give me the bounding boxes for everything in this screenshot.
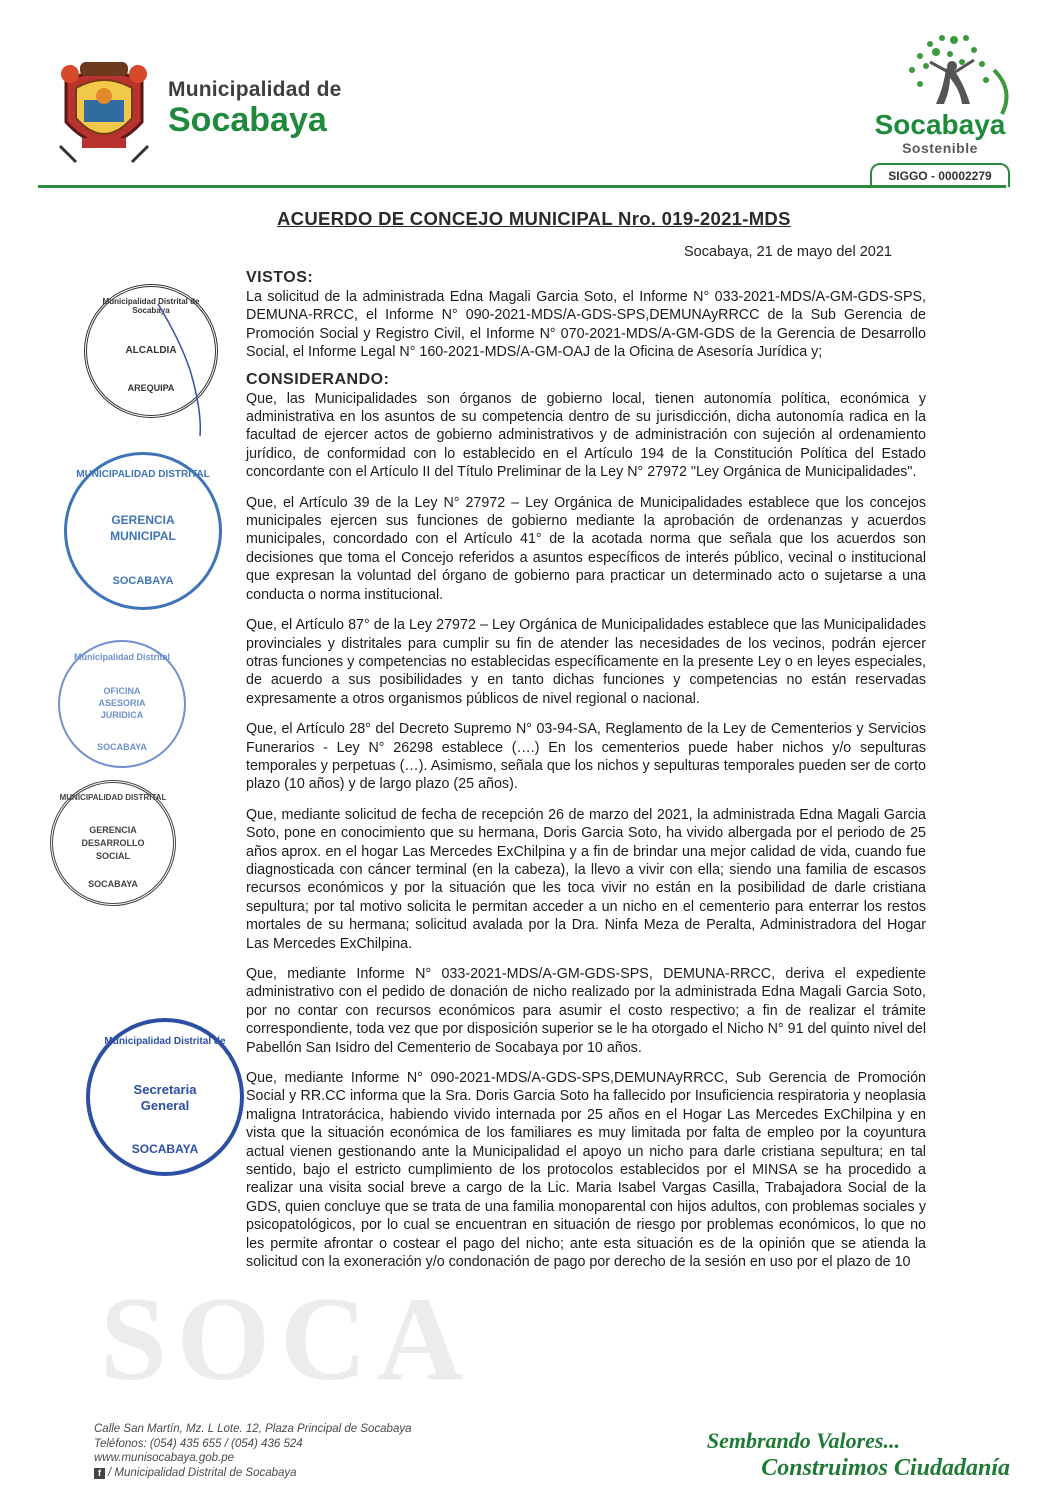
footer-slogan [707, 1428, 1010, 1482]
document-date: Socabaya, 21 de mayo del 2021 [684, 244, 892, 260]
brand-line-2: Socabaya [168, 101, 327, 139]
stamp-oa-top: Municipalidad Distrital [73, 652, 170, 662]
stamp-gerencia-desarrollo [50, 780, 176, 906]
stamp-oa-center1: OFICINA [103, 686, 141, 696]
considerando-paragraph-5: Que, mediante solicitud de fecha de recepción 26 de marzo del 2021, la administrada Edna Magali Garcia Soto, pone en conocimiento que su hermana, Doris Garcia Soto, ha vivido albergada por el periodo de 25 años aprox. en el hogar Las Mercedes ExChilpina y a fin de brindar una mejor calidad de vida, cuando fue diagnosticada con cáncer terminal (en la cabeza), la llevo a vivir con ella; siendo una familia de escasos recursos económicos y por la situación que les toca vivir no están en la posibilidad de darle cristiana sepultura; por tal motivo solicita le permitan acceder a un nicho en el cementerio para enterrar los restos mortales de su hermana; solicitud avalada por la Dra. Ninfa Meza de Peralta, Administradora del Hogar Las Mercedes ExChilpina. [246, 806, 926, 952]
signature-mark [150, 300, 220, 440]
stamp-oficina-asesoria [58, 640, 186, 768]
footer-phones: Teléfonos: (054) 435 655 / (054) 436 524 [94, 1437, 303, 1450]
stamp-alcaldia-bottom: AREQUIPA [127, 383, 175, 393]
sostenible-brand [860, 110, 1020, 156]
slogan-line-1: Sembrando Valores... [706, 1428, 900, 1453]
considerando-paragraph-2: Que, el Artículo 39 de la Ley N° 27972 – Ley Orgánica de Municipalidades establece que los concejos municipales ejercen sus funciones de gobierno mediante la aprobación de ordenanzas y acuerdos municipales, concordado con el Artículo 41° de la acotada norma que señala que los acuerdos son decisiones que toma el Concejo referidos a asuntos específicos de interés público, vecinal o institucional que expresan la voluntad del órgano de gobierno para practicar un determinado acto o sujetarse a una conducta o norma institucional. [246, 494, 926, 603]
stamp-gm-center1: GERENCIA [111, 513, 175, 527]
stamp-sg-center2: General [140, 1098, 190, 1113]
header-divider [38, 185, 1006, 188]
considerando-paragraph-4: Que, el Artículo 28° del Decreto Supremo N° 03-94-SA, Reglamento de la Ley de Cementerios y Servicios Funerarios - Ley N° 26298 establece (….) En los cementerios puede haber nichos y/o sepulturas temporales y perpetuas (…). Asimismo, señala que los nichos y sepulturas temporales pueden ser de corto plazo (10 años) y de largo plazo (25 años). [246, 721, 926, 793]
stamp-gm-bottom: SOCABAYA [112, 575, 174, 587]
footer-social-text: / Municipalidad Distrital de Socabaya [108, 1466, 297, 1479]
stamp-oa-bottom: SOCABAYA [97, 742, 147, 752]
considerando-paragraph-3: Que, el Artículo 87° de la Ley 27972 – Ley Orgánica de Municipalidades establece que las Municipalidades provinciales y distritales para cumplir su fin de atender las necesidades de los vecinos, podrán ejercer otras funciones y competencias no establecidas específicamente en la presente Ley o en leyes especiales, de acuerdo a sus posibilidades y en tanto dichas funciones y competencias no están reservadas expresamente a otros organismos públicos de nivel regional o nacional. [246, 617, 926, 707]
footer-social [94, 1466, 412, 1481]
stamp-sg-top: Municipalidad Distrital de [104, 1036, 226, 1047]
coat-of-arms-logo [52, 52, 156, 170]
document-body [246, 268, 926, 1284]
considerando-paragraph-1: Que, las Municipalidades son órganos de gobierno local, tienen autonomía política, económica y administrativa en los asuntos de su competencia dentro de su jurisdicción, dicha autonomía radica en la facultad de ejercer actos de gobierno administrativos y de administración con sujeción al ordenamiento jurídico, de conformidad con lo establecido en el Artículo 194 de la Constitución Política del Estado concordante con el Artículo II del Título Preliminar de la Ley N° 27972 "Ley Orgánica de Municipalidades". [246, 390, 926, 481]
stamp-gd-bottom: SOCABAYA [88, 879, 138, 889]
footer-web: www.munisocabaya.gob.pe [94, 1452, 234, 1465]
stamp-gd-center1: GERENCIA [89, 825, 137, 835]
stamp-gd-top: MUNICIPALIDAD DISTRITAL [59, 793, 167, 802]
stamp-oa-center2: ASESORIA [98, 698, 146, 708]
document-title: ACUERDO DE CONCEJO MUNICIPAL Nro. 019-2021-MDS [277, 208, 791, 229]
considerando-paragraph-7: Que, mediante Informe N° 090-2021-MDS/A-GDS-SPS,DEMUNAyRRCC, Sub Gerencia de Promoción Social y RR.CC informa que la Sra. Doris Garcia Soto ha fallecido por Insuficiencia respiratoria y neoplasia maligna Intratorácica, habiendo vivido internada por 25 años en el Hogar Las Mercedes ExChilpina y en vista que la situación económica de los familiares es muy limitada por falta de empleo por la coyuntura actual vienen gestionando ante la Municipalidad el apoyo un nicho para darle cristiana sepultura; en tal sentido, bajo el estricto cumplimiento de los protocolos establecidos por el MINSA se ha procedido a realizar una visita social breve a cargo de la Lic. Maria Isabel Vargas Casilla, Trabajadora Social de la GDS, quien concluye que se trata de una familia monoparental con hijos adultos, con problemas sociales y psicopatológicos, por lo cual se encuentran en situación de riesgo por problemas económicos, lo que no les permite afrontar o costear el pago del nicho; ante esta situación es de la opinión que se atienda la solicitud con la exoneración y/o condonación de pago por derecho de la sesión en uso por el plazo de 10 [246, 1070, 926, 1271]
stamp-gd-center2: DESARROLLO [81, 838, 145, 848]
stamp-gerencia-municipal [64, 452, 222, 610]
considerando-heading: CONSIDERANDO: [246, 370, 390, 388]
stamp-secretaria-general [86, 1018, 244, 1176]
stamp-alcaldia-center: ALCALDIA [125, 345, 177, 356]
stamp-sg-bottom: SOCABAYA [131, 1142, 199, 1156]
footer-address: Calle San Martín, Mz. L Lote. 12, Plaza Principal de Socabaya [94, 1423, 412, 1435]
brand-line-1: Municipalidad de [168, 78, 342, 101]
stamp-alcaldia-top: Municipalidad Distrital de Socabaya [102, 297, 200, 315]
watermark-text: SOCA [100, 1272, 474, 1405]
vistos-paragraph: La solicitud de la administrada Edna Magali Garcia Soto, el Informe N° 033-2021-MDS/A-GM-GDS-SPS, DEMUNA-RRCC, el Informe N° 090-2021-MDS/A-GDS-SPS,DEMUNAyRRCC de la Sub Gerencia de Promoción Social y Registro Civil, el Informe N° 070-2021-MDS/A-GM-GDS de la Gerencia de Desarrollo Social, el Informe Legal N° 160-2021-MDS/A-GM-OAJ de la Oficina de Asesoría Jurídica y; [246, 289, 926, 361]
municipality-brand [168, 78, 342, 138]
siggo-code: SIGGO - 00002279 [870, 163, 1010, 187]
stamp-gm-top: MUNICIPALIDAD DISTRITAL [76, 469, 210, 480]
slogan-line-2: Construimos Ciudadanía [761, 1455, 1010, 1481]
considerando-paragraph-6: Que, mediante Informe N° 033-2021-MDS/A-GM-GDS-SPS, DEMUNA-RRCC, deriva el expediente administrativo con el pedido de donación de nicho realizado por la administrada Edna Magali Garcia Soto, por no contar con recursos económicos para asumir el costo respectivo; a fin de realizar el trámite correspondiente, toda vez que por disposición superior se le ha otorgado el Nicho N° 91 del quinto nivel del Pabellón San Isidro del Cementerio de Socabaya por 10 años. [246, 966, 926, 1056]
footer-contact [94, 1422, 412, 1480]
socabaya-sostenible-logo [890, 30, 1020, 120]
sostenible-subtitle: Sostenible [902, 140, 978, 156]
stamp-gd-center3: SOCIAL [95, 851, 130, 861]
vistos-heading: VISTOS: [246, 269, 314, 286]
stamp-sg-center1: Secretaria [133, 1082, 197, 1097]
stamp-gm-center2: MUNICIPAL [110, 529, 176, 543]
sostenible-title: Socabaya [874, 109, 1006, 140]
stamp-oa-center3: JURIDICA [100, 710, 144, 720]
facebook-icon: f [94, 1468, 105, 1479]
